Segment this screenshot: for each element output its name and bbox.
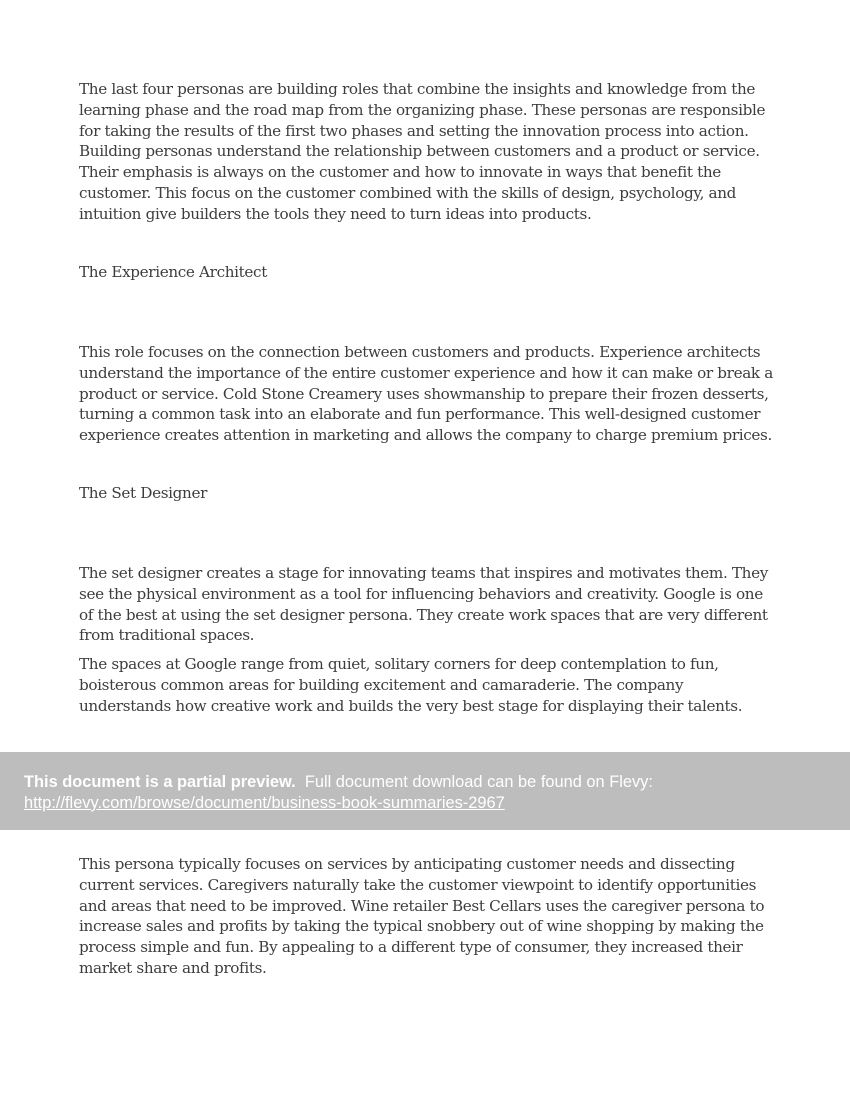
paragraph-set-designer: The set designer creates a stage for innovating teams that inspires and motivates them. They see the physical environment as a tool for influencing behaviors and creativity. Google is one of the best at using the set designer persona. They create work spaces that are very different from traditional spaces. [79, 564, 768, 645]
preview-banner-text: Full document download can be found on Flevy: [304, 773, 653, 791]
paragraph-caregiver: This persona typically focuses on services by anticipating customer needs and dissecting current services. Caregivers naturally take the customer viewpoint to identify opportunities and areas that need to be improved. Wine retailer Best Cellars uses the caregiver persona to increase sales and profits by taking the typical snobbery out of wine shopping by making the process simple and fun. By appealing to a different type of consumer, they increased their market share and profits. [79, 855, 765, 977]
preview-banner-bold-text: This document is a partial preview. [24, 773, 296, 791]
paragraph-building-personas: The last four personas are building roles that combine the insights and knowledge from the learning phase and the road map from the organizing phase. These personas are responsible for taking the results of the first two phases and setting the innovation process into action. Building personas understand the relationship between customers and a product or service. Their emphasis is always on the customer and how to innovate in ways that benefit the customer. This focus on the customer combined with the skills of design, psychology, and intuition give builders the tools they need to turn ideas into products. [79, 80, 766, 223]
heading-set-designer: The Set Designer [79, 484, 208, 502]
heading-experience-architect: The Experience Architect [79, 263, 267, 281]
paragraph-experience-architect: This role focuses on the connection between customers and products. Experience architects understand the importance of the entire customer experience and how it can make or break a product or service. Cold Stone Creamery uses showmanship to prepare their frozen desserts, turning a common task into an elaborate and fun performance. This well-designed customer experience creates attention in marketing and allows the company to charge premium prices. [79, 343, 773, 445]
preview-banner [0, 752, 850, 830]
paragraph-google-spaces: The spaces at Google range from quiet, solitary corners for deep contemplation to fun, boisterous common areas for building excitement and camaraderie. The company understands how creative work and builds the very best stage for displaying their talents. [79, 655, 743, 715]
document-download-link[interactable]: http://flevy.com/browse/document/business-book-summaries-2967 [24, 794, 505, 812]
preview-banner-message [24, 772, 653, 792]
